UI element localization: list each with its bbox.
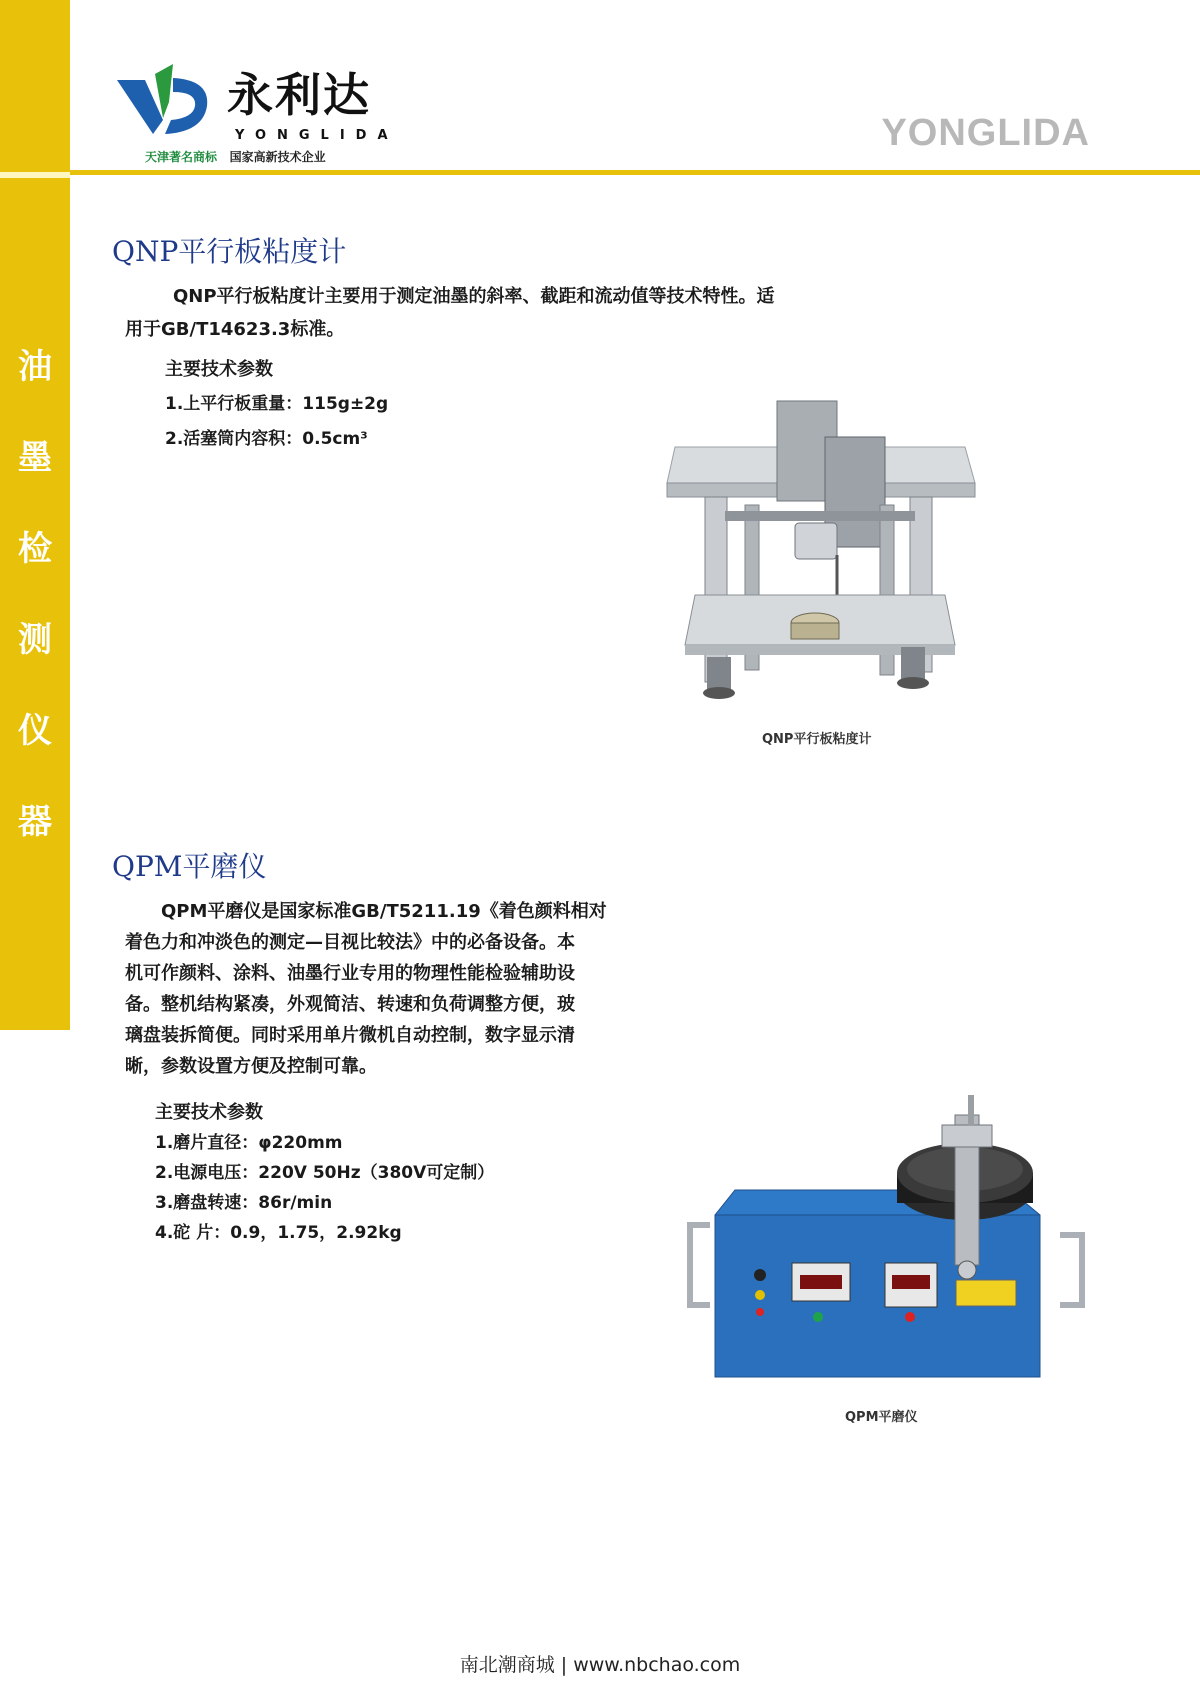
- paragraph-line: 用于GB/T14623.3标准。: [125, 319, 345, 340]
- paragraph-line: 机可作颜料、涂料、油墨行业专用的物理性能检验辅助设: [125, 963, 575, 984]
- paragraph-line: 备。整机结构紧凑，外观简洁、转速和负荷调整方便，玻: [125, 994, 575, 1015]
- logo-english-name: YONGLIDA: [235, 128, 399, 143]
- spec-item: 1.上平行板重量：115g±2g: [165, 394, 389, 414]
- spec-heading-qnp: 主要技术参数: [165, 359, 273, 380]
- paragraph-line: [125, 280, 885, 313]
- vertical-title: [0, 347, 70, 896]
- spec-item: 2.活塞筒内容积：0.5cm³: [165, 429, 368, 449]
- section-title-qpm: QPM平磨仪: [112, 850, 267, 883]
- spec-item: 1.磨片直径：φ220mm: [155, 1133, 343, 1153]
- qnp-viscometer-photo: [665, 395, 985, 720]
- header-divider: [70, 170, 1200, 175]
- spec-item: 4.砣 片：0.9，1.75，2.92kg: [155, 1223, 402, 1243]
- vertical-title-char: 仪: [18, 711, 52, 751]
- logo-chinese-name: 永利达: [227, 68, 371, 122]
- vertical-title-char: 检: [18, 529, 52, 569]
- paragraph-line: 着色力和冲淡色的测定—目视比较法》中的必备设备。本: [125, 932, 575, 953]
- side-band: [0, 0, 70, 1030]
- spec-heading-qpm: 主要技术参数: [155, 1102, 263, 1123]
- logo-tagline: [145, 148, 326, 165]
- caption-qnp: QNP平行板粘度计: [762, 732, 872, 747]
- logo-tagline-b: 国家高新技术企业: [229, 150, 326, 164]
- vertical-title-char: 器: [18, 802, 52, 842]
- spec-item: 3.磨盘转速：86r/min: [155, 1193, 333, 1213]
- section-title-qnp: QNP平行板粘度计: [112, 235, 347, 268]
- vertical-title-char: 测: [18, 620, 52, 660]
- band-separator: [0, 172, 70, 178]
- vertical-title-char: 油: [18, 347, 52, 387]
- caption-qpm: QPM平磨仪: [845, 1410, 918, 1425]
- logo-tagline-a: 天津著名商标: [145, 150, 218, 164]
- paragraph-line-text: QPM平磨仪是国家标准GB/T5211.19《着色颜料相对: [161, 901, 607, 922]
- paragraph-line: [125, 896, 665, 927]
- brand-name: YONGLIDA: [881, 112, 1090, 154]
- paragraph-line: 晰，参数设置方便及控制可靠。: [125, 1056, 377, 1077]
- paragraph-line-text: QNP平行板粘度计主要用于测定油墨的斜率、截距和流动值等技术特性。适: [173, 286, 775, 307]
- paragraph-line: 璃盘装拆简便。同时采用单片微机自动控制，数字显示清: [125, 1025, 575, 1046]
- spec-item: 2.电源电压：220V 50Hz（380V可定制）: [155, 1163, 495, 1183]
- logo-mark-icon: [115, 62, 215, 142]
- vertical-title-char: 墨: [18, 438, 52, 478]
- section-paragraph-qpm: [125, 896, 665, 1082]
- footer-source[interactable]: 南北潮商城 | www.nbchao.com: [459, 1654, 741, 1676]
- qpm-grinder-photo: [680, 1095, 1090, 1385]
- company-logo: [115, 62, 415, 167]
- section-paragraph-qnp: [125, 280, 885, 346]
